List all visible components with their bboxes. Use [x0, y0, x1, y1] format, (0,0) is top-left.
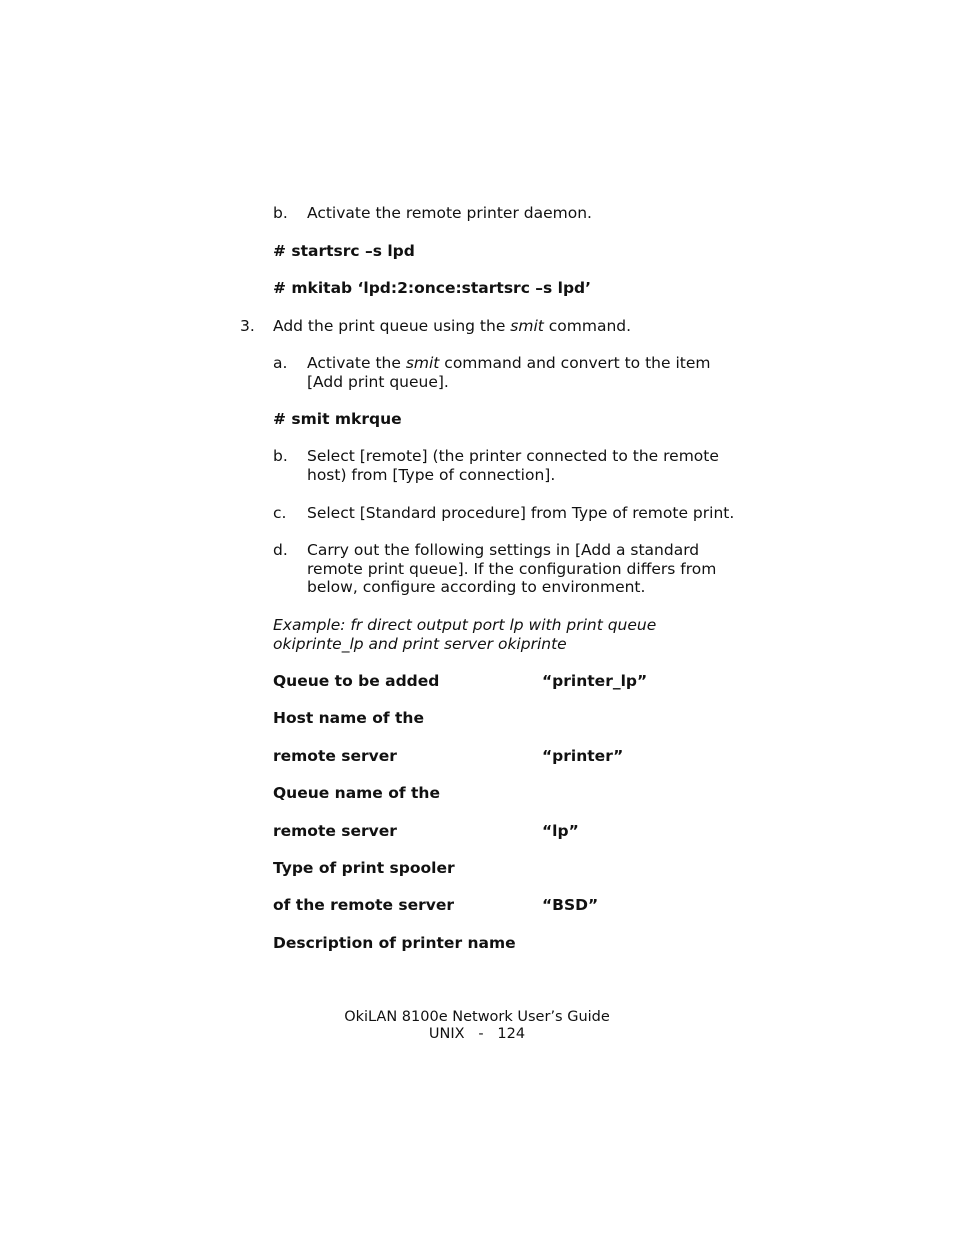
- smit-emphasis: smit: [405, 354, 440, 372]
- command-startsrc: # startsrc –s lpd: [273, 242, 415, 260]
- setting-label: Description of printer name: [273, 934, 516, 952]
- command-mkitab: # mkitab ‘lpd:2:once:startsrc –s lpd’: [273, 279, 592, 297]
- setting-label: remote server: [273, 747, 397, 765]
- step-d-text-line2: remote print queue]. If the configuration differs from: [307, 560, 717, 578]
- step-3-text: Add the print queue using the smit command.: [273, 317, 632, 335]
- step-a-text: Activate the smit command and convert to the item: [307, 354, 711, 372]
- step-b2-text-line2: host) from [Type of connection].: [307, 466, 556, 484]
- setting-label: Queue to be added: [273, 672, 440, 690]
- setting-value: “printer_lp”: [542, 672, 648, 690]
- setting-label: remote server: [273, 822, 397, 840]
- setting-value: “lp”: [542, 822, 579, 840]
- footer-title: OkiLAN 8100e Network User’s Guide: [344, 1009, 610, 1025]
- step-b2-text-line1: Select [remote] (the printer connected to the remote: [307, 447, 719, 465]
- setting-label: of the remote server: [273, 896, 455, 914]
- step-b2-marker: b.: [273, 447, 288, 465]
- step-b-marker: b.: [273, 204, 288, 222]
- step-d-text-line3: below, configure according to environment.: [307, 578, 646, 596]
- step-a-marker: a.: [273, 354, 288, 372]
- footer-page-number: UNIX - 124: [428, 1026, 526, 1042]
- setting-label: Host name of the: [273, 709, 424, 727]
- step-a-text-line2: [Add print queue].: [307, 373, 449, 391]
- step-d-marker: d.: [273, 541, 288, 559]
- step-3-marker: 3.: [240, 317, 255, 335]
- step-c-marker: c.: [273, 504, 287, 522]
- step-c-text: Select [Standard procedure] from Type of remote print.: [307, 504, 735, 522]
- step-d-text-line1: Carry out the following settings in [Add a standard: [307, 541, 700, 559]
- command-smit-mkrque: # smit mkrque: [273, 410, 402, 428]
- setting-label: Type of print spooler: [273, 859, 455, 877]
- setting-label: Queue name of the: [273, 784, 440, 802]
- setting-value: “printer”: [542, 747, 624, 765]
- example-line1: Example: fr direct output port lp with print queue: [273, 616, 657, 634]
- step-b-text: Activate the remote printer daemon.: [307, 204, 592, 222]
- example-line2: okiprinte_lp and print server okiprinte: [273, 635, 567, 653]
- smit-emphasis: smit: [510, 317, 544, 335]
- setting-value: “BSD”: [542, 896, 599, 914]
